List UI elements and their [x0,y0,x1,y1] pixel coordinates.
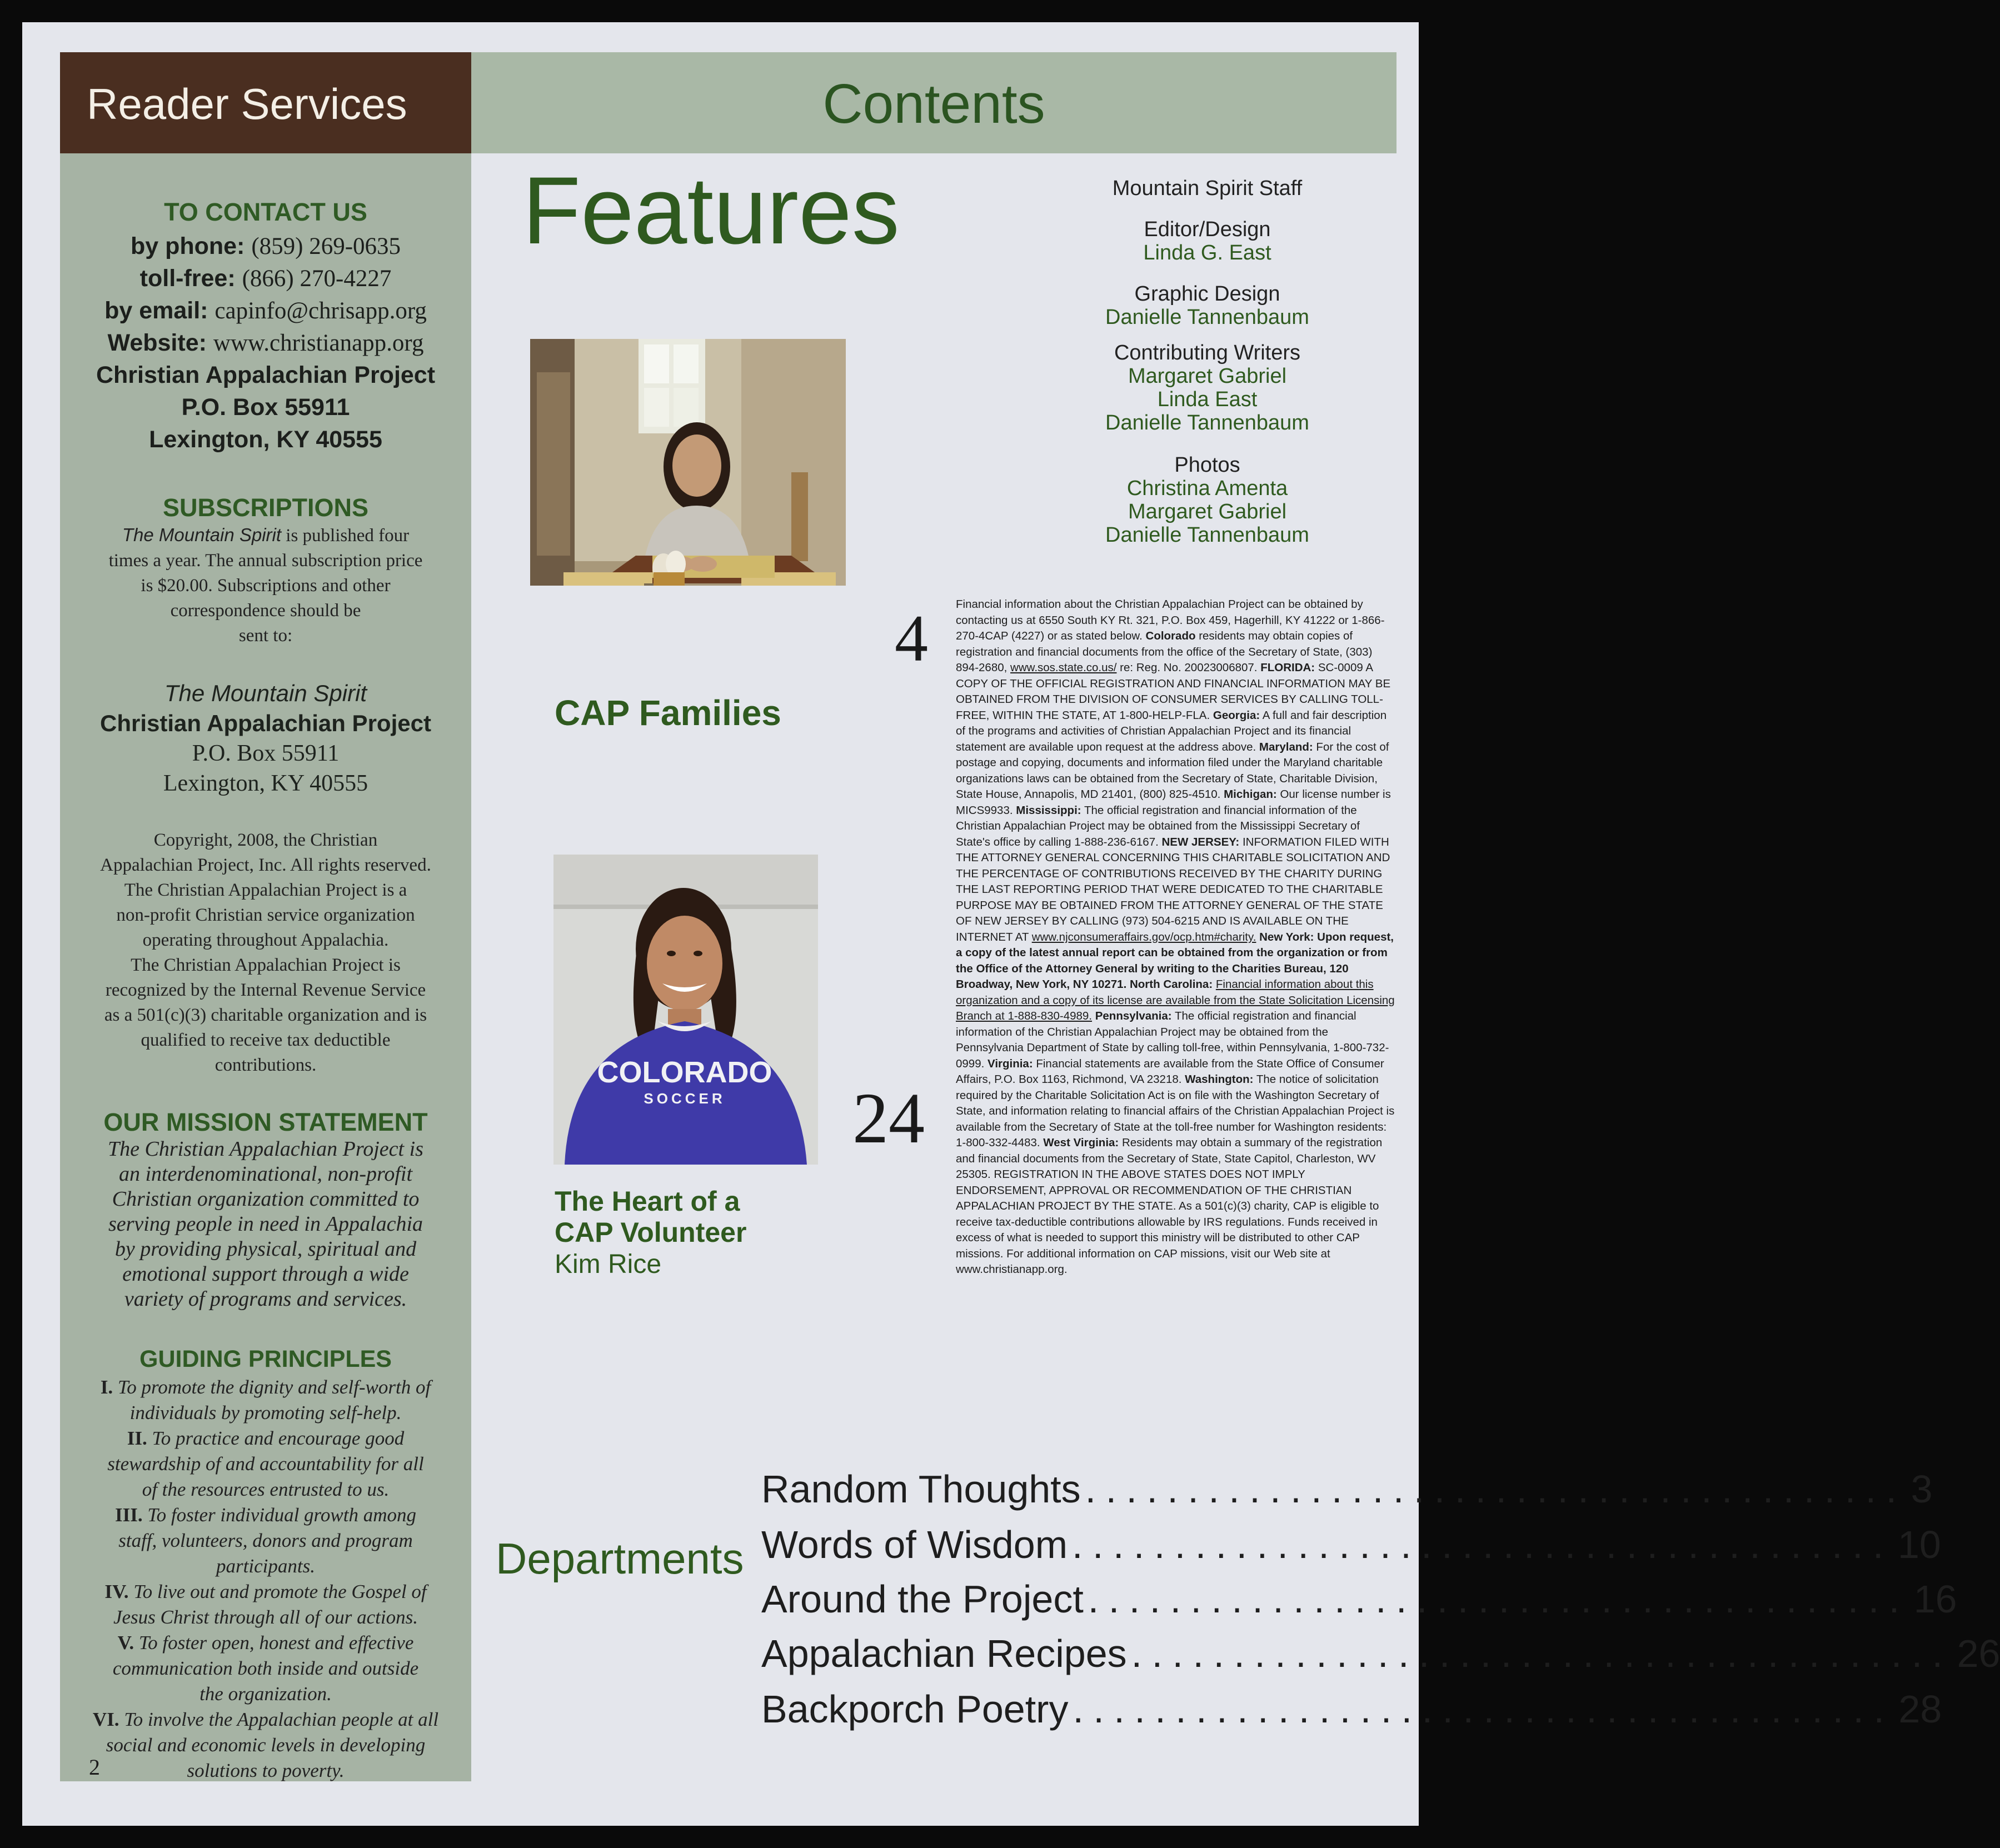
dept-backporch-poetry[interactable]: Backporch Poetry ........................................ 28 [761,1687,1942,1731]
feature-photo-heart-volunteer[interactable] [553,855,818,1165]
address-po: P.O. Box 55911 [192,741,340,766]
contact-org: Christian Appalachian Project [96,362,436,388]
copyright-text: Copyright, 2008, the Christian Appalachian Project, Inc. All rights reserved. The Christian Appalachian Project is a non-profit Christian service organization operating throughout Appalachia. The Christian Appalachian Project is recognized by the Internal Revenue Service as a 501(c)(3) charitable organization and is qualified to receive tax deductible contributions. [100,830,431,1075]
volunteer-photo-image [553,855,818,1165]
financial-disclosure: Financial information about the Christian Appalachian Project can be obtained by contacting us at 6550 South KY Rt. 321, P.O. Box 459, Hagerhill, KY 41222 or 1-866-270-4CAP (4227) or as stated below. Colorado residents may obtain copies of registration and financial documents from the office of the Secretary of State, (303) 894-2680, www.sos.state.co.us/ re: Reg. No. 20023006807. FLORIDA: SC-0009 A COPY OF THE OFFICIAL REGISTRATION AND FINANCIAL INFORMATION MAY BE OBTAINED FROM THE DIVISION OF CONSUMER SERVICES BY CALLING TOLL-FREE, WITHIN THE STATE, AT 1-800-HELP-FLA. Georgia: A full and fair description of the programs and activities of Christian Appalachian Project and its financial statement are available upon request at the address above. Maryland: For the cost of postage and copying, documents and information filed under the Maryland charitable organizations laws can be obtained from the Secretary of State, Charitable Division, State House, Annapolis, MD 21401, (800) 825-4510. Michigan: Our license number is MICS9933. Mississippi: The official registration and financial information of the Christian Appalachian Project may be obtained from the Mississippi Secretary of State's office by calling 1-888-236-6167. NEW JERSEY: INFORMATION FILED WITH THE ATTORNEY GENERAL CONCERNING THIS CHARITABLE SOLICITATION AND THE PERCENTAGE OF CONTRIBUTIONS RECEIVED BY THE CHARITY DURING THE LAST REPORTING PERIOD THAT WERE DEDICATED TO THE CHARITABLE PURPOSE MAY BE OBTAINED FROM THE ATTORNEY GENERAL OF THE STATE OF NEW JERSEY BY CALLING (973) 504-6215 AND IS AVAILABLE ON THE INTERNET AT www.njconsumeraffairs.gov/ocp.htm#charity. New York: Upon request, a copy of the latest annual report can be obtained from the organization or from the Office of the Attorney General by writing to the Charities Bureau, 120 Broadway, New York, NY 10271. North Carolina: Financial information about this organization and a copy of its license are available from the State Solicitation Licensing Branch at 1-888-830-4989. Pennsylvania: The official registration and financial information of the Christian Appalachian Project may be obtained from the Pennsylvania Department of State by calling toll-free, within Pennsylvania, 1-800-732-0999. Virginia: Financial statements are available from the State Office of Consumer Affairs, P.O. Box 1163, Richmond, VA 23218. Washington: The notice of solicitation required by the Charitable Solicitation Act is on file with the Washington Secretary of State, and information relating to financial affairs of the Christian Appalachian Project is available from the Secretary of State at the toll-free number for Washington residents: 1-800-332-4483. West Virginia: Residents may obtain a summary of the registration and financial documents from the Secretary of State, State Capitol, Charleston, WV 25305. REGISTRATION IN THE ABOVE STATES DOES NOT IMPLY ENDORSEMENT, APPROVAL OR RECOMMENDATION OF THE CHRISTIAN APPALACHIAN PROJECT BY THE STATE. As a 501(c)(3) charity, CAP is eligible to receive tax-deductible contributions allowable by IRS regulations. Funds received in excess of what is needed to support this ministry will be distributed to other CAP missions. For additional information on CAP missions, visit our Web site at www.christianapp.org. [956,598,1395,1276]
page-number: 2 [89,1755,100,1780]
feature-page-24: 24 [852,1078,925,1158]
staff-editor: Editor/Design Linda G. East [1143,218,1271,264]
subscriptions-text: The Mountain Spirit is published four times a year. The annual subscription price is $20.00. Subscriptions and other correspondence should be sent to: [108,525,423,646]
feature-title-heart-volunteer[interactable]: The Heart of a CAP Volunteer [555,1186,747,1248]
staff-heading: Mountain Spirit Staff [1112,177,1303,200]
dept-words-of-wisdom[interactable]: Words of Wisdom ........................................ 10 [761,1523,1941,1566]
link-nj-consumer-affairs[interactable]: www.njconsumeraffairs.gov/ocp.htm#charity. [1031,930,1256,943]
principles-list: I. To promote the dignity and self-worth of individuals by promoting self-help. II. To practice and encourage good stewardship of and accountability for all of the resources entrusted to us. III. To foster individual growth among staff, volunteers, donors and program participants. IV. To live out and promote the Gospel of Jesus Christ through all of our actions. V. To foster open, honest and effective communication both inside and outside the organization. VI. To involve the Appalachian people at all social and economic levels in developing solutions to poverty. [60,1375,471,1784]
link-sos-colorado[interactable]: www.sos.state.co.us/ [1010,661,1117,674]
feature-byline: Kim Rice [555,1250,662,1279]
principle-item: V. To foster open, honest and effective [117,1632,414,1654]
reader-services-header [60,52,471,153]
principle-item: I. To promote the dignity and self-worth of [100,1376,431,1398]
dept-appalachian-recipes[interactable]: Appalachian Recipes ........................................ 26 [761,1632,2000,1675]
contents-title: Contents [822,73,1045,135]
contact-tollfree: toll-free: (866) 270-4227 [139,265,392,292]
principle-item: VI. To involve the Appalachian people at all [92,1709,439,1730]
contact-po: P.O. Box 55911 [181,394,350,421]
reader-services-title: Reader Services [87,79,407,128]
departments-label: Departments [496,1534,744,1583]
contact-email: by email: capinfo@chrisapp.org [104,297,427,324]
features-title: Features [522,157,900,264]
staff-graphic-design: Graphic Design Danielle Tannenbaum [1105,282,1309,329]
address-city: Lexington, KY 40555 [163,771,368,796]
contact-phone: by phone: (859) 269-0635 [130,233,401,259]
staff-writers: Contributing Writers Margaret Gabriel Linda East Danielle Tannenbaum [1105,341,1309,434]
feature-photo-cap-families[interactable] [530,339,846,586]
dept-random-thoughts[interactable]: Random Thoughts ........................................ 3 [761,1467,1933,1511]
contact-website: Website: www.christianapp.org [107,329,424,356]
subscriptions-heading: SUBSCRIPTIONS [162,493,369,522]
website-link[interactable]: www.christianapp.org [213,330,424,356]
principle-item: II. To practice and encourage good [127,1427,405,1449]
email-link[interactable]: capinfo@chrisapp.org [215,298,427,324]
feature-title-cap-families[interactable]: CAP Families [555,693,781,733]
link-nc-licensing[interactable]: Financial information about this organization and a copy of its license are available from the State Solicitation Licensing Branch at 1-888-830-4989. [956,978,1395,1022]
address-org: Christian Appalachian Project [100,710,431,736]
feature-page-4: 4 [895,601,928,675]
principle-item: III. To foster individual growth among [115,1504,416,1526]
mission-heading: OUR MISSION STATEMENT [103,1108,428,1136]
contact-city: Lexington, KY 40555 [149,426,382,453]
mission-text: The Christian Appalachian Project is an interdenominational, non-profit Christian organization committed to serving people in need in Appalachia by providing physical, spiritual and emotional support through a wide variety of programs and services. [108,1137,423,1311]
principle-item: IV. To live out and promote the Gospel of [104,1581,427,1602]
staff-photos: Photos Christina Amenta Margaret Gabriel Danielle Tannenbaum [1105,453,1309,547]
shirt-text-line2: SOCCER [644,1090,726,1107]
shirt-text-line1: COLORADO [597,1056,772,1089]
principles-heading: GUIDING PRINCIPLES [139,1346,392,1372]
address-publication: The Mountain Spirit [164,680,367,706]
reader-services-panel [60,153,471,1781]
contents-header [471,52,1396,153]
magazine-page [22,22,2000,1826]
dept-around-the-project[interactable]: Around the Project ........................................ 16 [761,1577,1957,1621]
cap-families-photo-image [530,339,846,586]
contact-heading: TO CONTACT US [164,198,367,226]
